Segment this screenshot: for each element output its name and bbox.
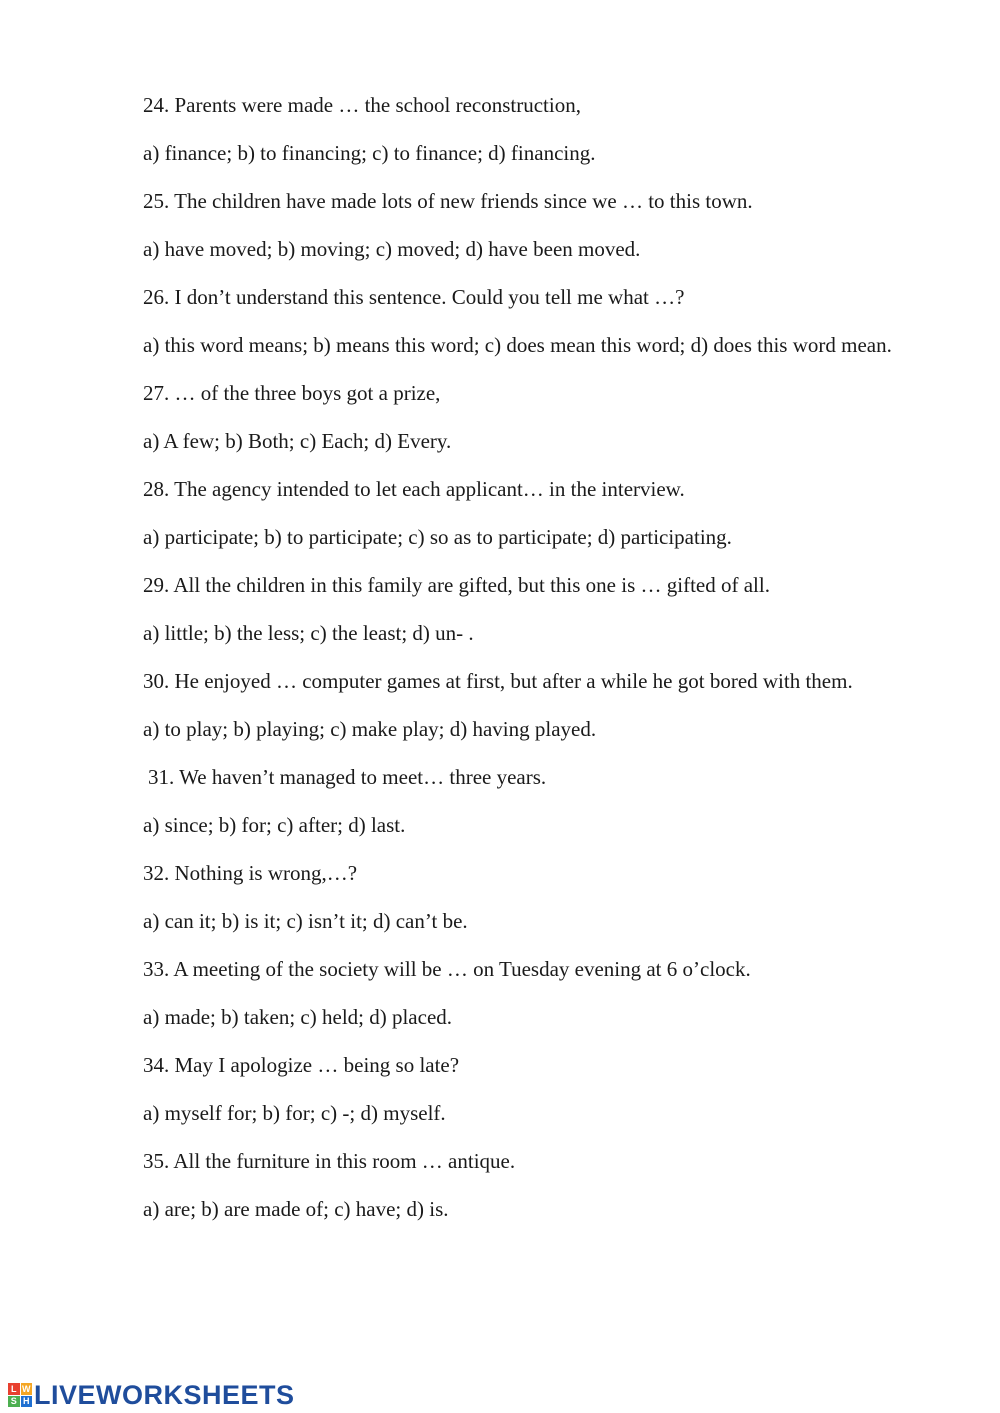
- logo-mark-tile: W: [22, 1383, 31, 1394]
- options-35: a) are; b) are made of; c) have; d) is.: [143, 1197, 449, 1221]
- question-35: 35. All the furniture in this room … antique.: [143, 1149, 516, 1173]
- question-28: 28. The agency intended to let each applicant… in the interview.: [143, 477, 685, 501]
- options-33: a) made; b) taken; c) held; d) placed.: [143, 1005, 453, 1029]
- worksheet-content: [143, 93, 893, 1245]
- question-27: 27. … of the three boys got a prize,: [143, 381, 441, 405]
- question-26: 26. I don’t understand this sentence. Could you tell me what …?: [143, 285, 685, 309]
- options-27: a) A few; b) Both; c) Each; d) Every.: [143, 429, 452, 453]
- question-34: 34. May I apologize … being so late?: [143, 1053, 460, 1077]
- question-31: 31. We haven’t managed to meet… three years.: [148, 765, 547, 789]
- question-29: 29. All the children in this family are gifted, but this one is … gifted of all.: [143, 573, 770, 597]
- logo-mark-tile: H: [21, 1396, 33, 1408]
- options-31: a) since; b) for; c) after; d) last.: [143, 813, 406, 837]
- options-29: a) little; b) the less; c) the least; d) un- .: [143, 621, 474, 645]
- options-32: a) can it; b) is it; c) isn’t it; d) can’t be.: [143, 909, 468, 933]
- options-30: a) to play; b) playing; c) make play; d) having played.: [143, 717, 597, 741]
- question-24: 24. Parents were made … the school reconstruction,: [143, 93, 581, 117]
- options-28: a) participate; b) to participate; c) so as to participate; d) participating.: [143, 525, 732, 549]
- options-25: a) have moved; b) moving; c) moved; d) have been moved.: [143, 237, 641, 261]
- options-34: a) myself for; b) for; c) -; d) myself.: [143, 1101, 446, 1125]
- question-25: 25. The children have made lots of new friends since we … to this town.: [143, 189, 753, 213]
- options-26: a) this word means; b) means this word; c) does mean this word; d) does this word mean.: [143, 333, 892, 357]
- options-24: a) finance; b) to financing; c) to finance; d) financing.: [143, 141, 596, 165]
- logo-mark-tile: S: [8, 1396, 20, 1408]
- question-33: 33. A meeting of the society will be … on Tuesday evening at 6 o’clock.: [143, 957, 751, 981]
- logo-mark-tile: L: [8, 1383, 20, 1395]
- question-30: 30. He enjoyed … computer games at first, but after a while he got bored with them.: [143, 669, 853, 693]
- logo-text: LIVEWORKSHEETS: [34, 1379, 295, 1410]
- liveworksheets-logo: [8, 1380, 295, 1410]
- question-32: 32. Nothing is wrong,…?: [143, 861, 358, 885]
- logo-mark-icon: [8, 1383, 32, 1407]
